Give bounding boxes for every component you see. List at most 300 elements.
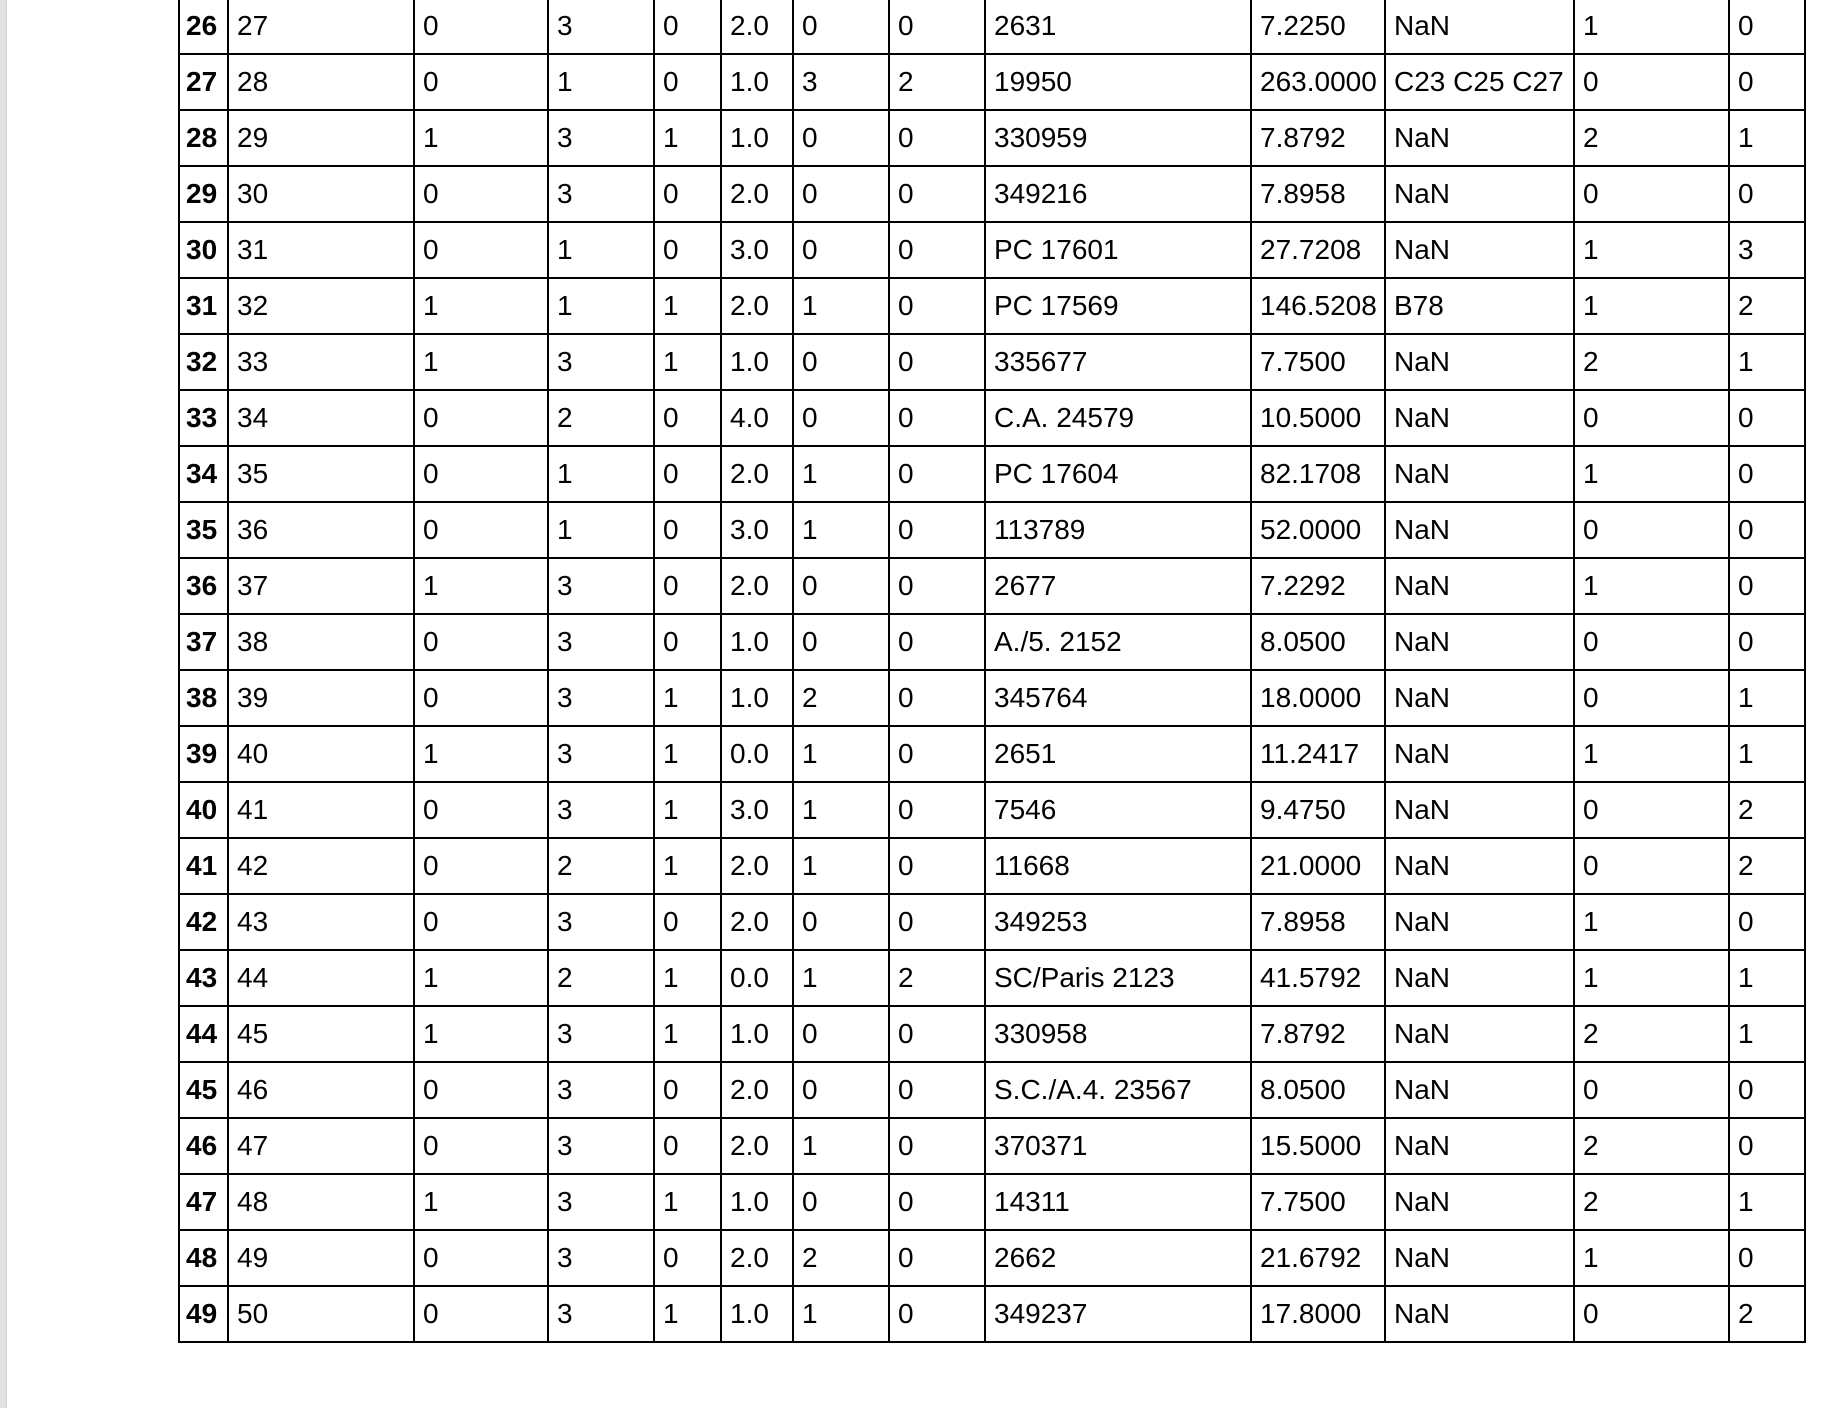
table-cell: 1: [548, 502, 654, 558]
table-cell: 0: [889, 614, 985, 670]
table-cell: 0: [1574, 1062, 1729, 1118]
dataframe-output: [178, 0, 1806, 1343]
table-cell: 1: [1729, 726, 1805, 782]
table-cell: 0: [414, 166, 548, 222]
table-cell: 0: [889, 110, 985, 166]
table-cell: 1: [654, 838, 721, 894]
table-cell: 2: [889, 950, 985, 1006]
table-cell: 1: [793, 838, 889, 894]
table-cell: NaN: [1385, 558, 1574, 614]
table-cell: 0: [654, 166, 721, 222]
table-cell: C23 C25 C27: [1385, 54, 1574, 110]
table-cell: 1: [793, 782, 889, 838]
table-cell: PC 17601: [985, 222, 1251, 278]
row-index: 47: [179, 1174, 228, 1230]
table-cell: 44: [228, 950, 414, 1006]
row-index: 37: [179, 614, 228, 670]
table-cell: 113789: [985, 502, 1251, 558]
table-cell: B78: [1385, 278, 1574, 334]
table-cell: 1: [1729, 950, 1805, 1006]
table-cell: 15.5000: [1251, 1118, 1385, 1174]
table-cell: 3: [548, 894, 654, 950]
table-cell: 1: [793, 1286, 889, 1342]
table-cell: 0: [889, 558, 985, 614]
table-cell: 0: [889, 894, 985, 950]
table-cell: 1: [793, 950, 889, 1006]
table-cell: 349237: [985, 1286, 1251, 1342]
table-cell: 0: [1729, 0, 1805, 54]
table-row: [179, 894, 1805, 950]
table-cell: 1: [548, 278, 654, 334]
table-cell: 3: [548, 1118, 654, 1174]
table-cell: 2: [1729, 1286, 1805, 1342]
row-index: 27: [179, 54, 228, 110]
table-cell: 0: [414, 838, 548, 894]
table-cell: 7546: [985, 782, 1251, 838]
table-cell: 21.6792: [1251, 1230, 1385, 1286]
row-index: 44: [179, 1006, 228, 1062]
table-cell: 1: [1729, 334, 1805, 390]
table-cell: 3: [548, 334, 654, 390]
table-cell: 0: [1729, 1230, 1805, 1286]
table-cell: 0: [889, 726, 985, 782]
table-cell: 0: [793, 222, 889, 278]
table-cell: 3: [548, 1286, 654, 1342]
dataframe-body: [179, 0, 1805, 1342]
table-row: [179, 726, 1805, 782]
table-cell: 0: [414, 1230, 548, 1286]
table-cell: 0: [654, 614, 721, 670]
table-cell: 2.0: [721, 1062, 793, 1118]
table-cell: 1: [793, 278, 889, 334]
table-cell: 42: [228, 838, 414, 894]
row-index: 35: [179, 502, 228, 558]
table-cell: NaN: [1385, 1174, 1574, 1230]
table-cell: 2.0: [721, 446, 793, 502]
table-cell: 1: [414, 110, 548, 166]
table-cell: 0: [414, 614, 548, 670]
table-cell: 1: [414, 558, 548, 614]
notebook-left-gutter: [0, 0, 7, 1408]
table-cell: 3: [548, 1062, 654, 1118]
table-row: [179, 838, 1805, 894]
table-cell: NaN: [1385, 838, 1574, 894]
table-cell: NaN: [1385, 222, 1574, 278]
table-cell: NaN: [1385, 670, 1574, 726]
table-cell: NaN: [1385, 1006, 1574, 1062]
row-index: 41: [179, 838, 228, 894]
table-cell: 0: [414, 782, 548, 838]
dataframe-table: [178, 0, 1806, 1343]
table-cell: 3: [548, 110, 654, 166]
table-cell: 3: [548, 558, 654, 614]
table-cell: 1: [414, 1006, 548, 1062]
table-cell: 0.0: [721, 950, 793, 1006]
table-cell: 1: [793, 502, 889, 558]
table-row: [179, 54, 1805, 110]
table-cell: NaN: [1385, 1286, 1574, 1342]
table-cell: 0: [414, 1118, 548, 1174]
table-row: [179, 614, 1805, 670]
table-cell: 0: [654, 558, 721, 614]
table-cell: 50: [228, 1286, 414, 1342]
table-cell: 2662: [985, 1230, 1251, 1286]
table-cell: 0: [889, 334, 985, 390]
table-cell: 0: [414, 670, 548, 726]
row-index: 30: [179, 222, 228, 278]
table-cell: 0: [889, 1062, 985, 1118]
table-cell: 27: [228, 0, 414, 54]
table-cell: 3: [548, 782, 654, 838]
table-cell: NaN: [1385, 1230, 1574, 1286]
table-cell: 36: [228, 502, 414, 558]
table-cell: 1.0: [721, 614, 793, 670]
table-cell: NaN: [1385, 726, 1574, 782]
table-row: [179, 670, 1805, 726]
table-cell: 3: [548, 670, 654, 726]
row-index: 31: [179, 278, 228, 334]
table-cell: NaN: [1385, 110, 1574, 166]
table-cell: 1: [414, 334, 548, 390]
table-cell: 29: [228, 110, 414, 166]
table-cell: NaN: [1385, 894, 1574, 950]
table-cell: 2.0: [721, 0, 793, 54]
row-index: 26: [179, 0, 228, 54]
table-cell: 3: [548, 166, 654, 222]
table-cell: 0.0: [721, 726, 793, 782]
table-cell: 7.8958: [1251, 166, 1385, 222]
table-cell: 1: [1729, 670, 1805, 726]
table-cell: 2: [1574, 1174, 1729, 1230]
table-cell: 0: [1729, 558, 1805, 614]
table-cell: 349216: [985, 166, 1251, 222]
row-index: 49: [179, 1286, 228, 1342]
row-index: 40: [179, 782, 228, 838]
table-cell: 0: [1729, 894, 1805, 950]
table-cell: 0: [889, 166, 985, 222]
table-cell: 3: [548, 0, 654, 54]
table-cell: S.C./A.4. 23567: [985, 1062, 1251, 1118]
table-cell: 0: [889, 1230, 985, 1286]
table-cell: 0: [793, 0, 889, 54]
table-cell: 41: [228, 782, 414, 838]
table-cell: 0: [793, 390, 889, 446]
table-cell: 9.4750: [1251, 782, 1385, 838]
table-cell: 17.8000: [1251, 1286, 1385, 1342]
table-row: [179, 110, 1805, 166]
table-cell: 330959: [985, 110, 1251, 166]
table-cell: C.A. 24579: [985, 390, 1251, 446]
table-cell: 1: [414, 1174, 548, 1230]
row-index: 39: [179, 726, 228, 782]
table-cell: 3.0: [721, 502, 793, 558]
table-cell: 7.8792: [1251, 1006, 1385, 1062]
table-cell: 1.0: [721, 334, 793, 390]
table-cell: 34: [228, 390, 414, 446]
table-cell: 0: [889, 838, 985, 894]
table-cell: 0: [889, 390, 985, 446]
table-cell: 0: [793, 110, 889, 166]
table-row: [179, 1006, 1805, 1062]
table-row: [179, 446, 1805, 502]
table-cell: 31: [228, 222, 414, 278]
table-cell: 1: [548, 54, 654, 110]
table-cell: 0: [414, 894, 548, 950]
row-index: 38: [179, 670, 228, 726]
table-cell: 0: [414, 1062, 548, 1118]
table-cell: SC/Paris 2123: [985, 950, 1251, 1006]
table-cell: 52.0000: [1251, 502, 1385, 558]
table-cell: 335677: [985, 334, 1251, 390]
table-cell: 30: [228, 166, 414, 222]
table-cell: 3: [793, 54, 889, 110]
table-cell: 2: [1729, 782, 1805, 838]
table-cell: 3: [548, 1230, 654, 1286]
table-cell: 3: [1729, 222, 1805, 278]
table-cell: 0: [793, 614, 889, 670]
table-cell: 0: [793, 334, 889, 390]
table-cell: 19950: [985, 54, 1251, 110]
table-cell: 1: [414, 950, 548, 1006]
table-cell: NaN: [1385, 614, 1574, 670]
table-cell: 1.0: [721, 1174, 793, 1230]
table-cell: A./5. 2152: [985, 614, 1251, 670]
row-index: 48: [179, 1230, 228, 1286]
table-cell: 1: [1574, 222, 1729, 278]
table-cell: 1: [654, 278, 721, 334]
table-cell: 1.0: [721, 670, 793, 726]
table-cell: 2.0: [721, 1118, 793, 1174]
table-cell: 27.7208: [1251, 222, 1385, 278]
table-cell: 1: [654, 726, 721, 782]
table-cell: 1: [793, 446, 889, 502]
table-cell: 0: [793, 1062, 889, 1118]
table-cell: NaN: [1385, 1118, 1574, 1174]
table-cell: 2: [1574, 1006, 1729, 1062]
table-cell: 2: [548, 838, 654, 894]
table-cell: 1: [654, 1286, 721, 1342]
table-cell: 11.2417: [1251, 726, 1385, 782]
table-cell: 0: [1729, 390, 1805, 446]
table-cell: 0: [414, 502, 548, 558]
table-cell: NaN: [1385, 0, 1574, 54]
table-cell: 7.7500: [1251, 1174, 1385, 1230]
table-cell: 37: [228, 558, 414, 614]
table-cell: 0: [793, 1174, 889, 1230]
table-cell: 2: [1574, 110, 1729, 166]
table-cell: 0: [654, 502, 721, 558]
row-index: 33: [179, 390, 228, 446]
table-cell: 263.0000: [1251, 54, 1385, 110]
table-cell: 8.0500: [1251, 1062, 1385, 1118]
table-cell: 1.0: [721, 1286, 793, 1342]
table-cell: PC 17569: [985, 278, 1251, 334]
table-cell: 1: [414, 278, 548, 334]
table-cell: 7.8792: [1251, 110, 1385, 166]
table-cell: 2651: [985, 726, 1251, 782]
table-cell: 1: [654, 1174, 721, 1230]
table-cell: 0: [1574, 166, 1729, 222]
table-cell: 349253: [985, 894, 1251, 950]
table-cell: 345764: [985, 670, 1251, 726]
table-cell: 1: [654, 950, 721, 1006]
table-cell: 0: [793, 1006, 889, 1062]
table-row: [179, 782, 1805, 838]
table-row: [179, 390, 1805, 446]
table-cell: 1: [1574, 446, 1729, 502]
table-cell: 330958: [985, 1006, 1251, 1062]
table-cell: 2: [1574, 334, 1729, 390]
table-cell: 3: [548, 1174, 654, 1230]
table-cell: 0: [1729, 1118, 1805, 1174]
row-index: 32: [179, 334, 228, 390]
table-cell: 2: [1574, 1118, 1729, 1174]
table-cell: 0: [889, 502, 985, 558]
table-cell: NaN: [1385, 446, 1574, 502]
table-cell: 1.0: [721, 1006, 793, 1062]
table-cell: 0: [654, 1118, 721, 1174]
table-cell: 2631: [985, 0, 1251, 54]
table-cell: 1: [1574, 558, 1729, 614]
table-cell: NaN: [1385, 782, 1574, 838]
table-cell: 32: [228, 278, 414, 334]
table-cell: 1: [1574, 726, 1729, 782]
table-cell: 0: [414, 446, 548, 502]
table-cell: NaN: [1385, 502, 1574, 558]
table-cell: PC 17604: [985, 446, 1251, 502]
table-cell: 1: [548, 222, 654, 278]
table-cell: 0: [1729, 502, 1805, 558]
table-row: [179, 1062, 1805, 1118]
table-cell: NaN: [1385, 950, 1574, 1006]
table-cell: 1: [1574, 1230, 1729, 1286]
table-cell: 0: [1729, 54, 1805, 110]
table-cell: NaN: [1385, 166, 1574, 222]
table-cell: 0: [1574, 614, 1729, 670]
table-cell: 1.0: [721, 110, 793, 166]
table-cell: 1.0: [721, 54, 793, 110]
table-cell: NaN: [1385, 390, 1574, 446]
table-cell: 0: [654, 1062, 721, 1118]
table-cell: 0: [1729, 446, 1805, 502]
table-cell: 0: [654, 446, 721, 502]
table-row: [179, 502, 1805, 558]
table-cell: 2: [889, 54, 985, 110]
table-cell: 1: [1574, 894, 1729, 950]
table-cell: 0: [1729, 1062, 1805, 1118]
table-row: [179, 0, 1805, 54]
table-cell: 3: [548, 726, 654, 782]
table-cell: 38: [228, 614, 414, 670]
table-cell: 7.7500: [1251, 334, 1385, 390]
table-cell: 1: [414, 726, 548, 782]
table-cell: 49: [228, 1230, 414, 1286]
table-cell: 0: [1574, 670, 1729, 726]
table-cell: 0: [889, 1286, 985, 1342]
table-cell: 0: [654, 390, 721, 446]
table-cell: NaN: [1385, 1062, 1574, 1118]
table-cell: 7.8958: [1251, 894, 1385, 950]
table-cell: 1: [793, 726, 889, 782]
table-cell: 1: [654, 670, 721, 726]
table-cell: 47: [228, 1118, 414, 1174]
table-cell: 2: [548, 390, 654, 446]
table-row: [179, 1286, 1805, 1342]
table-cell: 4.0: [721, 390, 793, 446]
row-index: 34: [179, 446, 228, 502]
table-cell: 0: [1574, 502, 1729, 558]
table-cell: 18.0000: [1251, 670, 1385, 726]
table-cell: 2: [793, 1230, 889, 1286]
table-cell: 0: [1574, 782, 1729, 838]
table-cell: 0: [414, 0, 548, 54]
table-cell: 1: [1729, 1174, 1805, 1230]
table-cell: 14311: [985, 1174, 1251, 1230]
table-cell: 0: [1574, 54, 1729, 110]
table-row: [179, 950, 1805, 1006]
row-index: 36: [179, 558, 228, 614]
table-cell: 33: [228, 334, 414, 390]
table-cell: 45: [228, 1006, 414, 1062]
table-cell: 0: [889, 446, 985, 502]
table-cell: 0: [889, 782, 985, 838]
row-index: 46: [179, 1118, 228, 1174]
table-row: [179, 278, 1805, 334]
row-index: 42: [179, 894, 228, 950]
table-cell: 11668: [985, 838, 1251, 894]
table-cell: 2677: [985, 558, 1251, 614]
table-cell: 82.1708: [1251, 446, 1385, 502]
table-cell: 0: [654, 54, 721, 110]
table-cell: 2.0: [721, 558, 793, 614]
table-cell: 0: [889, 222, 985, 278]
table-cell: 0: [793, 558, 889, 614]
table-cell: 0: [793, 166, 889, 222]
table-cell: NaN: [1385, 334, 1574, 390]
row-index: 45: [179, 1062, 228, 1118]
table-cell: 0: [889, 278, 985, 334]
table-cell: 43: [228, 894, 414, 950]
table-cell: 2: [1729, 278, 1805, 334]
table-cell: 40: [228, 726, 414, 782]
table-cell: 39: [228, 670, 414, 726]
table-cell: 8.0500: [1251, 614, 1385, 670]
table-cell: 0: [889, 0, 985, 54]
table-cell: 3: [548, 614, 654, 670]
table-cell: 0: [1729, 614, 1805, 670]
table-cell: 2.0: [721, 838, 793, 894]
table-cell: 0: [1574, 1286, 1729, 1342]
table-cell: 0: [889, 1006, 985, 1062]
table-cell: 48: [228, 1174, 414, 1230]
table-cell: 0: [414, 222, 548, 278]
row-index: 29: [179, 166, 228, 222]
table-row: [179, 334, 1805, 390]
table-cell: 0: [1574, 390, 1729, 446]
table-row: [179, 222, 1805, 278]
table-cell: 0: [1729, 166, 1805, 222]
table-cell: 2.0: [721, 166, 793, 222]
table-cell: 0: [654, 894, 721, 950]
table-cell: 1: [1574, 950, 1729, 1006]
table-row: [179, 558, 1805, 614]
table-cell: 1: [548, 446, 654, 502]
table-cell: 0: [414, 390, 548, 446]
table-cell: 21.0000: [1251, 838, 1385, 894]
table-cell: 1: [654, 1006, 721, 1062]
table-cell: 2.0: [721, 1230, 793, 1286]
table-row: [179, 166, 1805, 222]
